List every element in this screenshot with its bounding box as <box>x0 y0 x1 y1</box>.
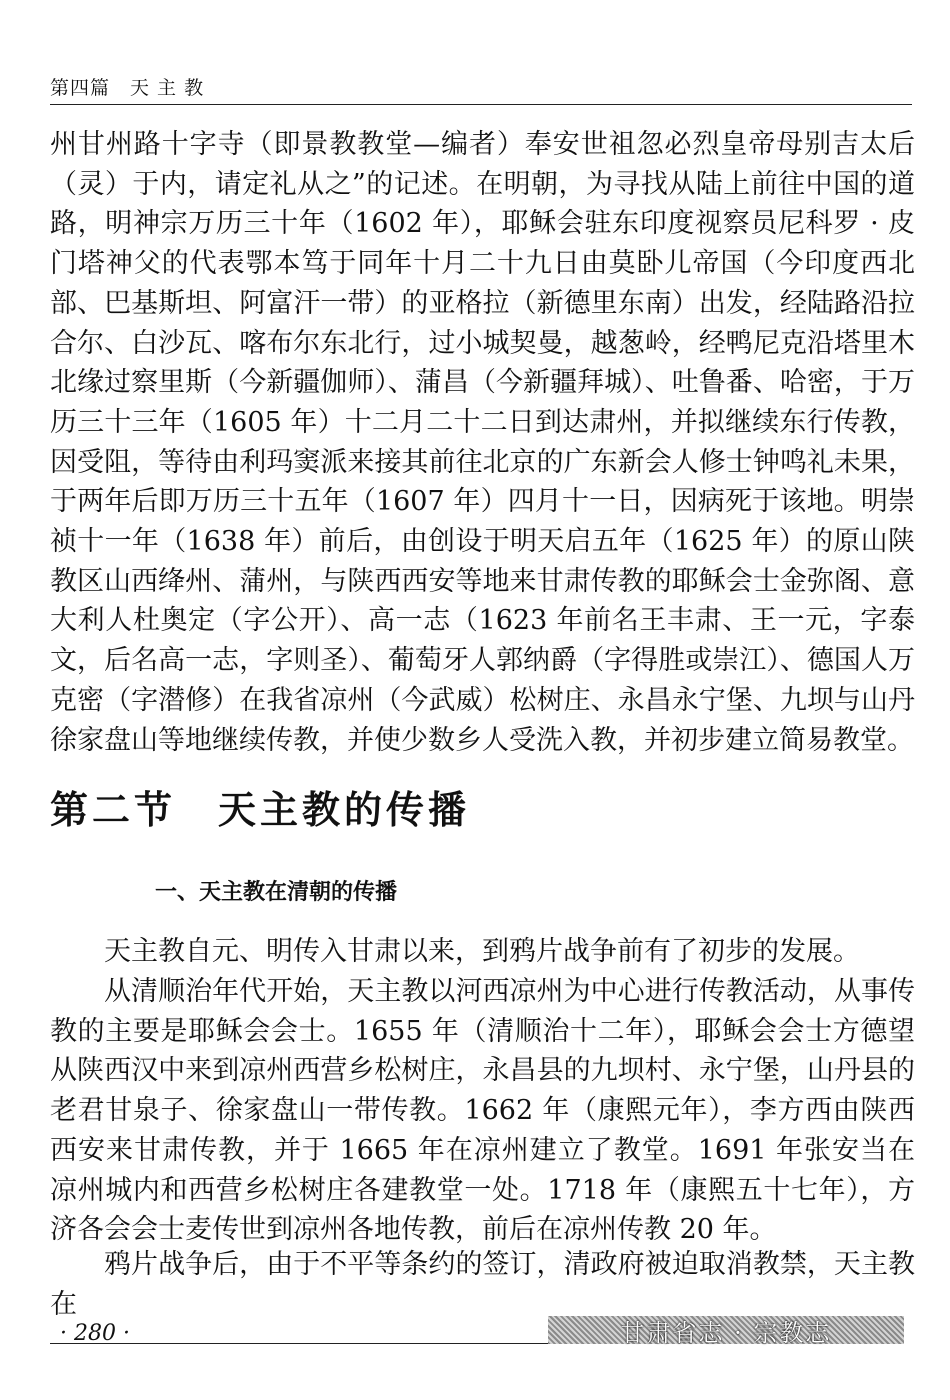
subsection-title: 一、天主教在清朝的传播 <box>155 880 398 905</box>
page-number: · 280 · <box>60 1321 130 1346</box>
body-paragraph-4: 鸦片战争后，由于不平等条约的签订，清政府被迫取消教禁，天主教在 <box>50 1249 915 1320</box>
body-paragraph-1: 州甘州路十字寺（即景教教堂—编者）奉安世祖忽必烈皇帝母别吉太后（灵）于内，请定礼从之”的记述。在明朝，为寻找从陆上前往中国的道路，明神宗万历三十年（1602 年），耶稣会驻东印度视察员尼科罗 · 皮门塔神父的代表鄂本笃于同年十月二十九日由莫卧儿帝国（今印度西北部、巴基斯坦、阿富汗一带）的亚格拉（新德里东南）出发，经陆路沿拉合尔、白沙瓦、喀布尔东北行，过小城契曼，越葱岭，经鸭尼克沿塔里木北缘过察里斯（今新疆伽师）、蒲昌（今新疆拜城）、吐鲁番、哈密，于万历三十三年（1605 年）十二月二十二日到达肃州，并拟继续东行传教，因受阻，等待由利玛窦派来接其前往北京的广东新会人修士钟鸣礼未果，于两年后即万历三十五年（1607 年）四月十一日，因病死于该地。明崇祯十一年（1638 年）前后，由创设于明天启五年（1625 年）的原山陕教区山西绛州、蒲州，与陕西西安等地来甘肃传教的耶稣会士金弥阁、意大利人杜奥定（字公开）、高一志（1623 年前名王丰肃、王一元，字泰文，后名高一志，字则圣）、葡萄牙人郭纳爵（字得胜或崇江）、德国人万克密（字潜修）在我省凉州（今武威）松树庄、永昌永宁堡、九坝与山丹徐家盘山等地继续传教，并使少数乡人受洗入教，并初步建立简易教堂。 <box>50 129 915 756</box>
header-rule <box>50 104 912 105</box>
body-paragraph-2: 天主教自元、明传入甘肃以来，到鸦片战争前有了初步的发展。 <box>104 936 860 967</box>
book-title-banner: 甘肃省志 · 宗教志 <box>548 1316 904 1344</box>
section-title: 第二节 天主教的传播 <box>50 788 471 832</box>
running-header: 第四篇 天 主 教 <box>50 77 205 99</box>
body-paragraph-3: 从清顺治年代开始，天主教以河西凉州为中心进行传教活动，从事传教的主要是耶稣会会士。1655 年（清顺治十二年），耶稣会会士方德望从陕西汉中来到凉州西营乡松树庄，永昌县的九坝村、永宁堡，山丹县的老君甘泉子、徐家盘山一带传教。1662 年（康熙元年），李方西由陕西西安来甘肃传教，并于 1665 年在凉州建立了教堂。1691 年张安当在凉州城内和西营乡松树庄各建教堂一处。1718 年（康熙五十七年），方济各会会士麦传世到凉州各地传教，前后在凉州传教 20 年。 <box>50 976 915 1246</box>
